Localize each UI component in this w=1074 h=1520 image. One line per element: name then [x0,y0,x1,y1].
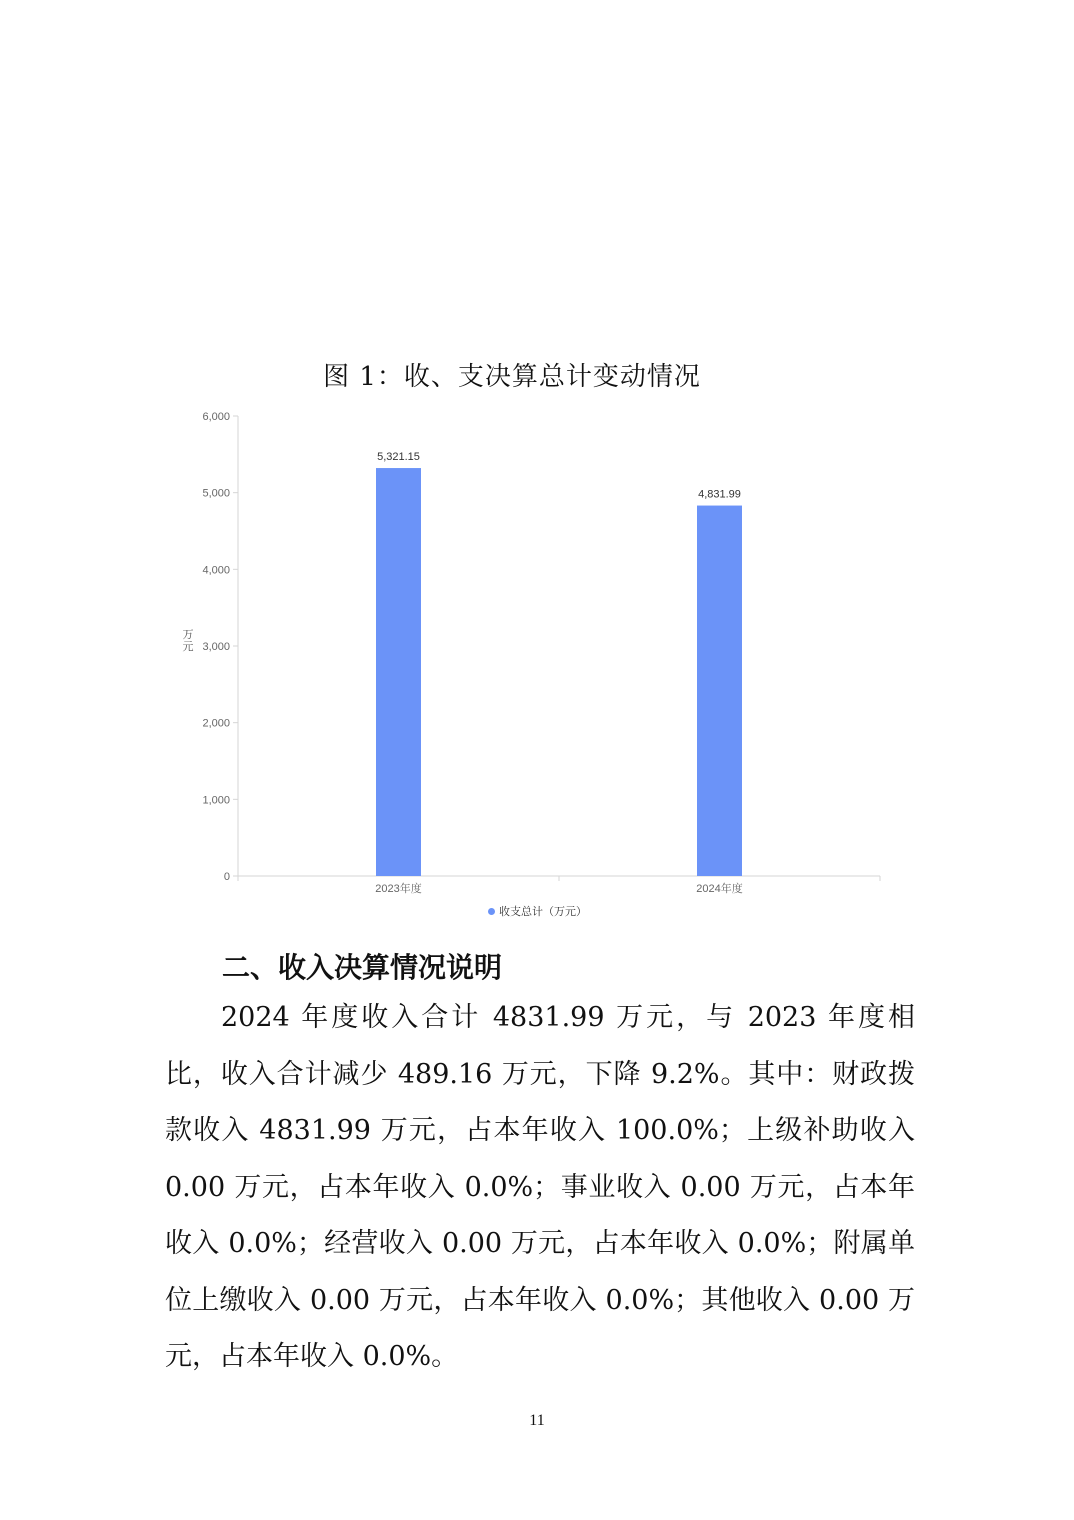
bar [376,468,421,876]
y-tick-label: 6,000 [202,411,230,423]
x-axis [238,876,880,895]
y-tick-label: 3,000 [202,641,230,653]
x-tick-label: 2023年度 [375,883,422,895]
legend-label: 收支总计（万元） [499,906,587,918]
y-axis-label: 万元 [182,629,194,653]
x-tick-label: 2024年度 [696,883,743,895]
page-number: 11 [529,1412,545,1429]
figure-title: 图 1：收、支决算总计变动情况 [323,362,701,392]
y-tick-label: 4,000 [202,564,230,577]
y-tick-label: 2,000 [202,717,230,730]
y-tick-label: 1,000 [202,794,230,807]
bar [697,506,742,876]
bar-value-label: 5,321.15 [377,451,420,464]
section-heading: 二、收入决算情况说明 [222,951,503,984]
y-tick-label: 5,000 [202,487,230,500]
chart-legend [488,904,587,918]
bar-value-label: 4,831.99 [698,488,741,501]
legend-swatch [488,908,495,915]
bar-series [376,451,742,876]
bar-chart [160,400,900,930]
y-axis [183,411,239,883]
income-description-paragraph: 2024 年度收入合计 4831.99 万元，与 2023 年度相比，收入合计减少 489.16 万元，下降 9.2%。其中：财政拨款收入 4831.99 万元，占本年收入 100.0%；上级补助收入 0.00 万元，占本年收入 0.0%；事业收入 0.00 万元，占本年收入 0.0%；经营收入 0.00 万元，占本年收入 0.0%；附属单位上缴收入 0.00 万元，占本年收入 0.0%；其他收入 0.00 万元，占本年收入 0.0%。 [165,1002,915,1372]
y-tick-label: 0 [223,871,230,883]
